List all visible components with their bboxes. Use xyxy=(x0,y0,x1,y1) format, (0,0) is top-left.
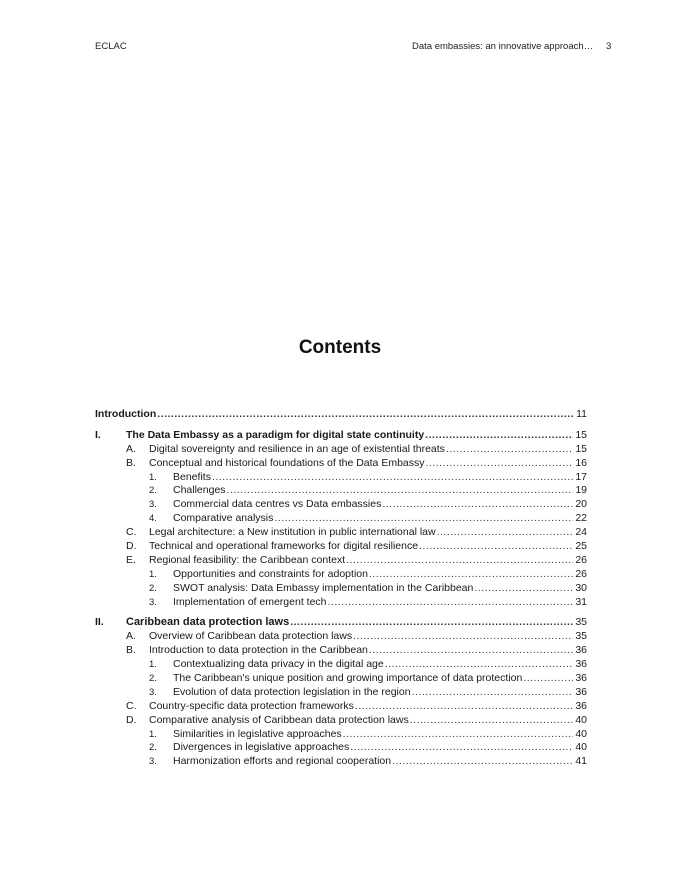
dot-leader xyxy=(445,443,573,457)
toc-entry-page: 35 xyxy=(575,616,587,629)
toc-entry-page: 35 xyxy=(575,630,587,643)
toc-entry-text: Regional feasibility: the Caribbean context xyxy=(149,553,346,566)
toc-entry-text: Caribbean data protection laws xyxy=(126,616,290,629)
dot-leader xyxy=(226,484,573,498)
dot-leader xyxy=(211,471,573,485)
toc-entry-i-a[interactable] xyxy=(95,443,587,457)
toc-entry-page: 19 xyxy=(575,484,587,497)
toc-entry-number: 3. xyxy=(149,499,157,511)
toc-entry-number: 1. xyxy=(149,568,157,580)
toc-entry-page: 17 xyxy=(575,470,587,483)
dot-leader xyxy=(381,498,573,512)
toc-entry-text: Benefits xyxy=(173,470,211,483)
dot-leader xyxy=(342,728,573,742)
running-header-title: Data embassies: an innovative approach… xyxy=(412,41,594,52)
toc-entry-i-c[interactable] xyxy=(95,526,587,540)
toc-entry-number: 3. xyxy=(149,686,157,698)
toc-entry-number: 1. xyxy=(149,471,157,483)
toc-entry-page: 36 xyxy=(575,672,587,685)
toc-entry-text: Similarities in legislative approaches xyxy=(173,727,342,740)
toc-entry-number: 3. xyxy=(149,756,157,768)
toc-entry-text: Contextualizing data privacy in the digital age xyxy=(173,658,384,671)
dot-leader xyxy=(425,457,574,471)
toc-entry-i-e-1[interactable] xyxy=(95,568,587,582)
toc-entry-text: Commercial data centres vs Data embassies xyxy=(173,498,382,511)
toc-entry-number: 1. xyxy=(149,728,157,740)
toc-entry-page: 36 xyxy=(575,699,587,712)
toc-entry-page: 22 xyxy=(575,512,587,525)
toc-entry-text: Introduction to data protection in the Caribbean xyxy=(149,644,368,657)
dot-leader xyxy=(424,429,573,443)
toc-entry-page: 26 xyxy=(575,553,587,566)
toc-entry-number: 3. xyxy=(149,596,157,608)
dot-leader xyxy=(384,658,573,672)
dot-leader xyxy=(473,582,573,596)
toc-entry-i-e-3[interactable] xyxy=(95,596,587,610)
toc-entry-i-b-4[interactable] xyxy=(95,512,587,526)
table-of-contents xyxy=(95,408,587,769)
toc-entry-i-b[interactable] xyxy=(95,457,587,471)
toc-entry-text: The Data Embassy as a paradigm for digital state continuity xyxy=(126,428,425,441)
toc-entry-text: Challenges xyxy=(173,484,226,497)
dot-leader xyxy=(368,644,573,658)
toc-entry-page: 31 xyxy=(575,595,587,608)
toc-entry-section-i[interactable] xyxy=(95,429,587,443)
toc-entry-ii-b-3[interactable] xyxy=(95,686,587,700)
toc-entry-number: 2. xyxy=(149,673,157,685)
dot-leader xyxy=(418,540,573,554)
toc-entry-number: II. xyxy=(95,616,104,629)
page-title: Contents xyxy=(298,337,382,358)
dot-leader xyxy=(327,596,573,610)
toc-entry-ii-b-2[interactable] xyxy=(95,672,587,686)
toc-entry-page: 30 xyxy=(575,581,587,594)
toc-entry-text: Technical and operational frameworks for digital resilience xyxy=(149,540,419,553)
dot-leader xyxy=(273,512,573,526)
running-header-org: ECLAC xyxy=(95,41,127,52)
dot-leader xyxy=(411,686,573,700)
toc-entry-text: The Caribbean's unique position and growing importance of data protection xyxy=(173,672,523,685)
toc-entry-page: 20 xyxy=(575,498,587,511)
toc-entry-page: 15 xyxy=(575,428,587,441)
toc-entry-number: B. xyxy=(126,644,136,657)
toc-entry-ii-d-3[interactable] xyxy=(95,755,587,769)
toc-entry-i-b-3[interactable] xyxy=(95,498,587,512)
toc-entry-number: A. xyxy=(126,442,136,455)
toc-entry-number: D. xyxy=(126,713,137,726)
toc-entry-page: 36 xyxy=(575,685,587,698)
toc-entry-introduction[interactable] xyxy=(95,408,587,422)
dot-leader xyxy=(522,672,573,686)
toc-entry-text: Introduction xyxy=(95,408,157,420)
dot-leader xyxy=(409,714,573,728)
toc-entry-text: Evolution of data protection legislation in the region xyxy=(173,685,411,698)
toc-entry-page: 15 xyxy=(575,442,587,455)
toc-entry-page: 40 xyxy=(575,727,587,740)
dot-leader xyxy=(349,741,573,755)
toc-entry-text: SWOT analysis: Data Embassy implementation in the Caribbean xyxy=(173,581,474,594)
toc-entry-i-b-2[interactable] xyxy=(95,484,587,498)
dot-leader xyxy=(352,630,573,644)
toc-entry-number: D. xyxy=(126,540,137,553)
dot-leader xyxy=(354,700,573,714)
toc-entry-page: 25 xyxy=(575,540,587,553)
toc-entry-text: Opportunities and constraints for adoption xyxy=(173,567,368,580)
toc-entry-ii-d[interactable] xyxy=(95,714,587,728)
toc-entry-number: 2. xyxy=(149,582,157,594)
toc-entry-i-d[interactable] xyxy=(95,540,587,554)
toc-entry-page: 24 xyxy=(575,526,587,539)
toc-entry-ii-c[interactable] xyxy=(95,700,587,714)
toc-entry-ii-d-1[interactable] xyxy=(95,728,587,742)
toc-entry-number: I. xyxy=(95,428,101,441)
dot-leader xyxy=(345,554,573,568)
toc-entry-number: A. xyxy=(126,630,136,643)
toc-entry-page: 26 xyxy=(575,567,587,580)
toc-entry-number: 2. xyxy=(149,485,157,497)
dot-leader xyxy=(289,616,573,630)
dot-leader xyxy=(391,755,573,769)
toc-entry-ii-b[interactable] xyxy=(95,644,587,658)
dot-leader xyxy=(368,568,573,582)
toc-entry-page: 36 xyxy=(575,658,587,671)
toc-entry-ii-b-1[interactable] xyxy=(95,658,587,672)
toc-entry-number: 4. xyxy=(149,513,157,525)
toc-entry-text: Harmonization efforts and regional cooperation xyxy=(173,755,392,768)
toc-entry-number: C. xyxy=(126,699,137,712)
toc-entry-section-ii[interactable] xyxy=(95,616,587,630)
dot-leader xyxy=(436,526,573,540)
toc-entry-text: Digital sovereignty and resilience in an age of existential threats xyxy=(149,442,445,455)
toc-entry-text: Overview of Caribbean data protection laws xyxy=(149,630,353,643)
toc-entry-number: B. xyxy=(126,456,136,469)
toc-entry-text: Conceptual and historical foundations of the Data Embassy xyxy=(149,456,425,469)
toc-entry-text: Implementation of emergent tech xyxy=(173,595,327,608)
page-number: 3 xyxy=(606,41,612,52)
toc-entry-text: Legal architecture: a New institution in public international law xyxy=(149,526,436,539)
toc-entry-text: Divergences in legislative approaches xyxy=(173,741,350,754)
toc-entry-number: E. xyxy=(126,553,136,566)
toc-entry-page: 40 xyxy=(575,713,587,726)
toc-entry-number: 1. xyxy=(149,659,157,671)
toc-entry-i-e[interactable] xyxy=(95,554,587,568)
toc-entry-i-e-2[interactable] xyxy=(95,582,587,596)
toc-entry-number: 2. xyxy=(149,742,157,754)
toc-entry-text: Country-specific data protection frameworks xyxy=(149,699,354,712)
toc-entry-page: 41 xyxy=(575,755,587,768)
dot-leader xyxy=(156,408,573,422)
toc-entry-ii-a[interactable] xyxy=(95,630,587,644)
toc-entry-ii-d-2[interactable] xyxy=(95,741,587,755)
toc-entry-i-b-1[interactable] xyxy=(95,471,587,485)
toc-entry-number: C. xyxy=(126,526,137,539)
toc-entry-page: 16 xyxy=(575,456,587,469)
toc-entry-page: 40 xyxy=(575,741,587,754)
toc-entry-text: Comparative analysis of Caribbean data protection laws xyxy=(149,713,409,726)
toc-entry-page: 36 xyxy=(575,644,587,657)
toc-entry-text: Comparative analysis xyxy=(173,512,274,525)
toc-entry-page: 11 xyxy=(576,408,587,420)
